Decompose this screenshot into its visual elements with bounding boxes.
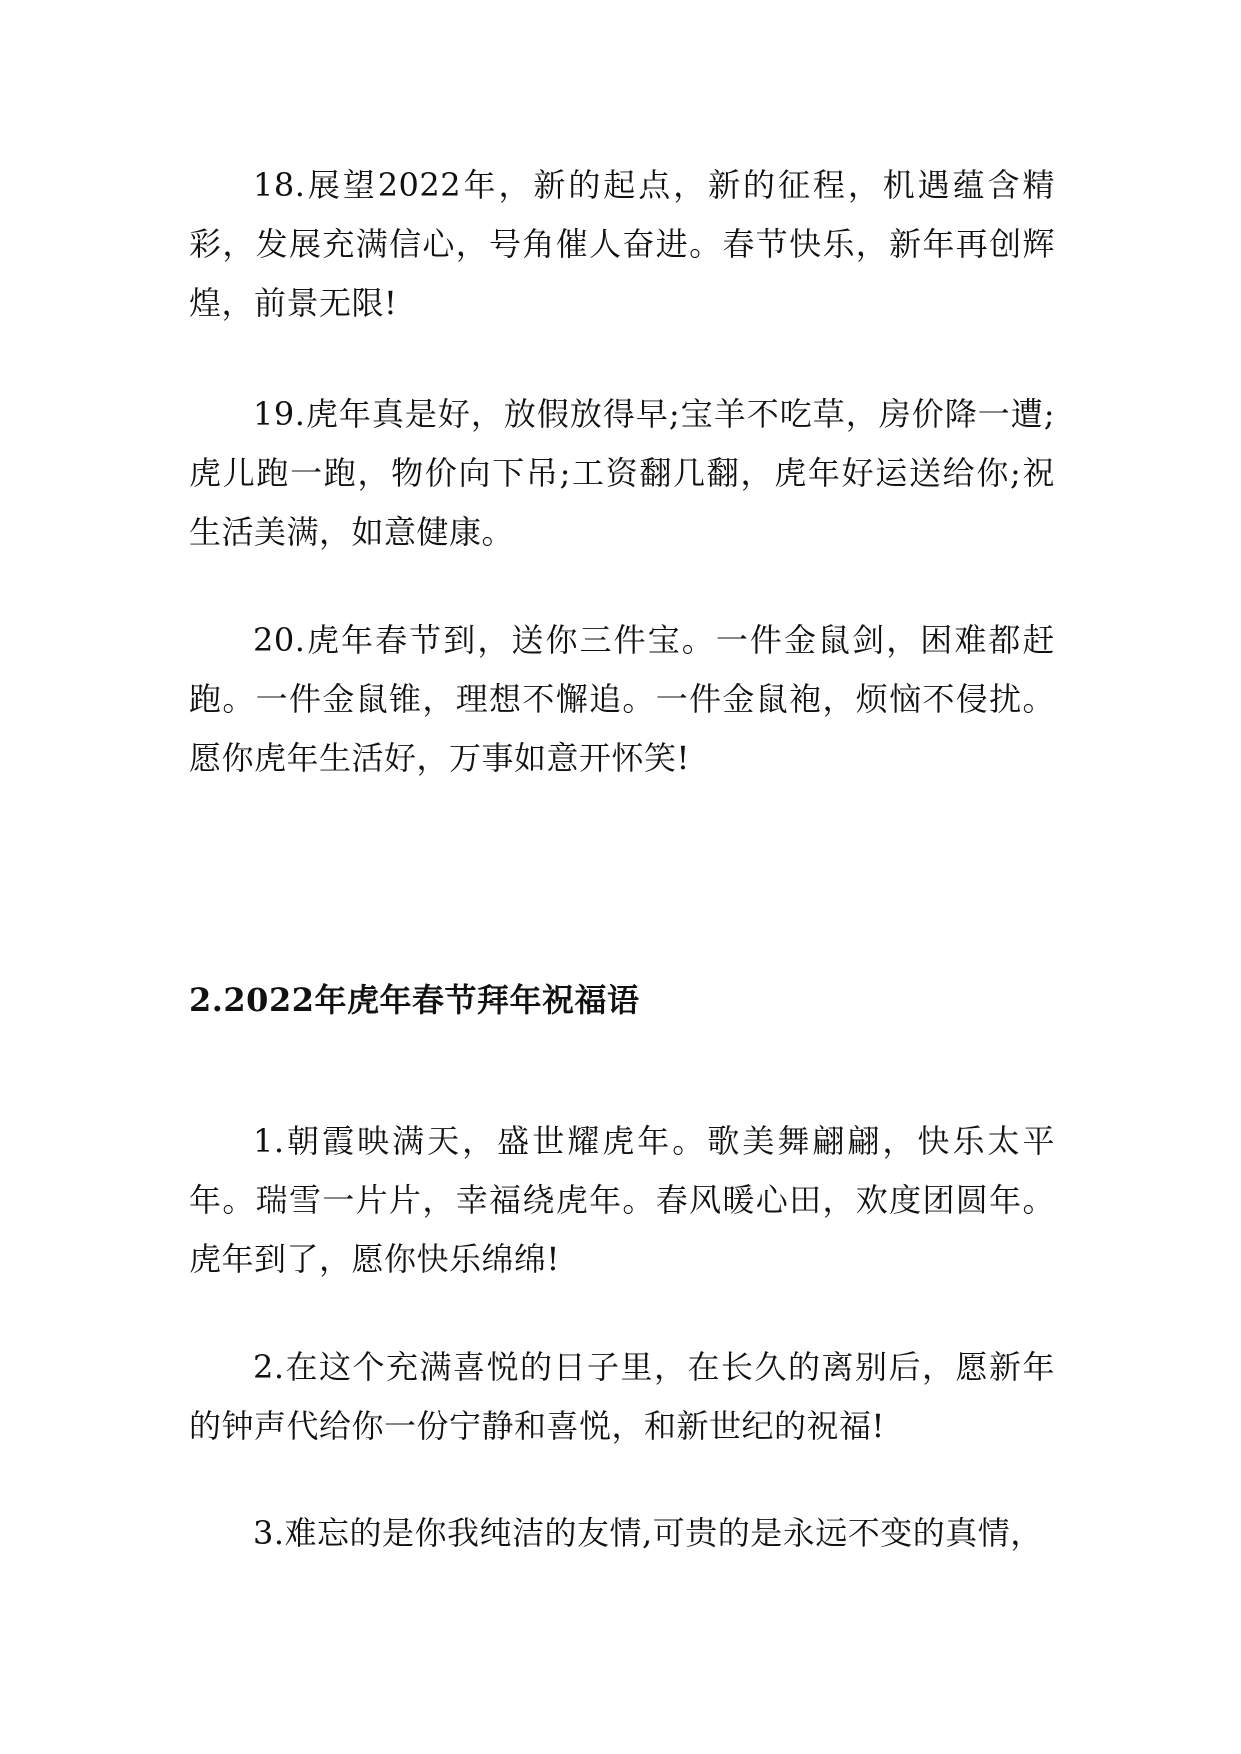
blessing-paragraph-19: 19.虎年真是好，放假放得早;宝羊不吃草，房价降一遭;虎儿跑一跑，物价向下吊;工资翻几翻，虎年好运送给你;祝生活美满，如意健康。	[189, 395, 1055, 551]
blessing-paragraph-2: 2.在这个充满喜悦的日子里，在长久的离别后，愿新年的钟声代给你一份宁静和喜悦，和新世纪的祝福!	[189, 1348, 1055, 1445]
blessing-paragraph-1: 1.朝霞映满天，盛世耀虎年。歌美舞翩翩，快乐太平年。瑞雪一片片，幸福绕虎年。春风暖心田，欢度团圆年。虎年到了，愿你快乐绵绵!	[189, 1122, 1055, 1278]
section-heading: 2.2022年虎年春节拜年祝福语	[189, 981, 640, 1019]
blessing-paragraph-18: 18.展望2022年，新的起点，新的征程，机遇蕴含精彩，发展充满信心，号角催人奋进。春节快乐，新年再创辉煌，前景无限!	[189, 166, 1055, 322]
blessing-paragraph-20: 20.虎年春节到，送你三件宝。一件金鼠剑，困难都赶跑。一件金鼠锥，理想不懈追。一件金鼠袍，烦恼不侵扰。愿你虎年生活好，万事如意开怀笑!	[189, 621, 1055, 777]
blessing-paragraph-3: 3.难忘的是你我纯洁的友情,可贵的是永远不变的真情，	[253, 1514, 1043, 1552]
